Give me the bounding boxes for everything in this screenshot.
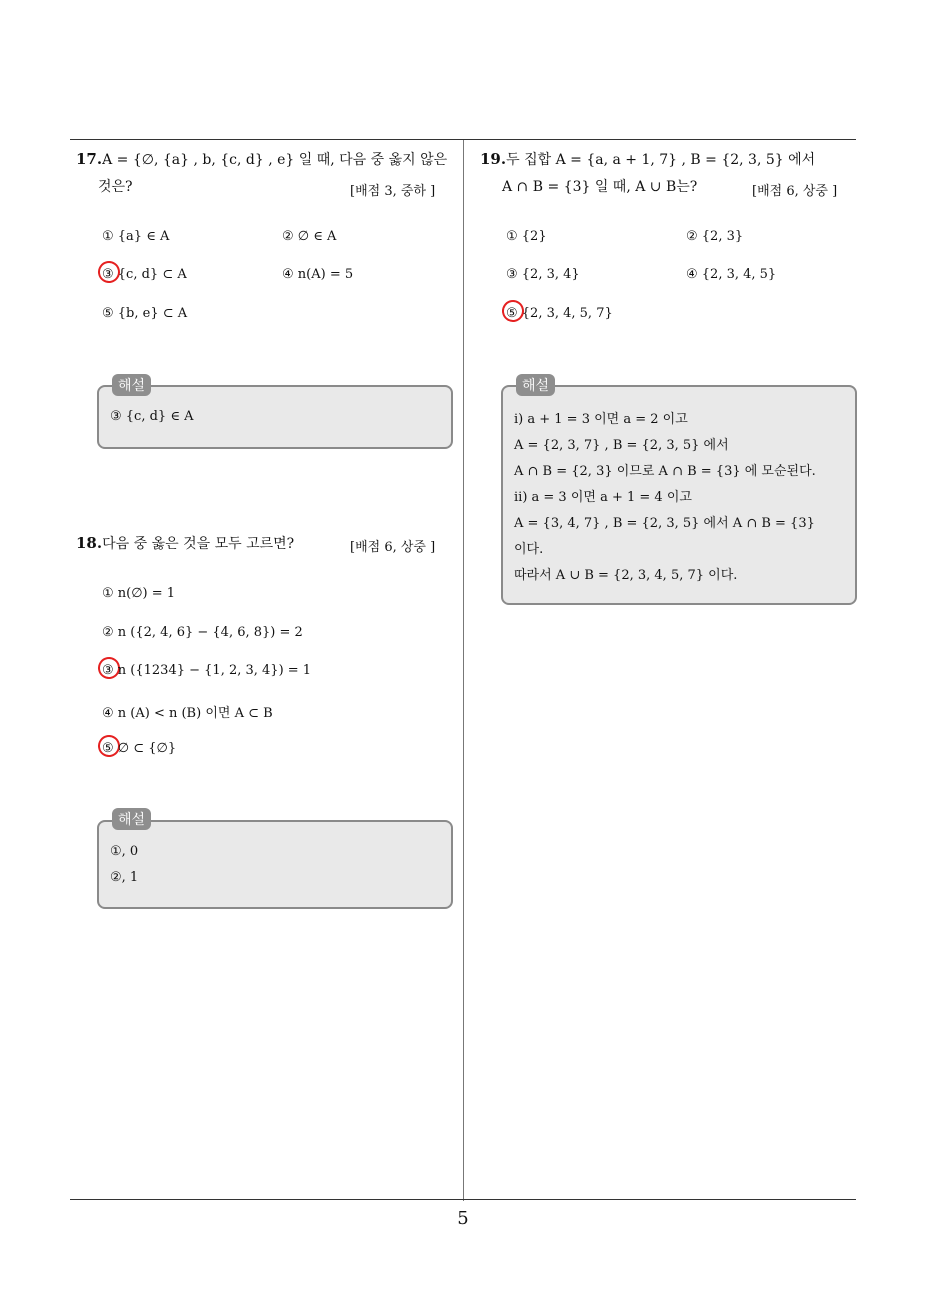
q18-option-1[interactable]: ① n(∅) = 1: [102, 586, 176, 601]
bottom-rule: [70, 1199, 856, 1200]
q19-option-4[interactable]: ④ {2, 3, 4, 5}: [686, 267, 777, 282]
q19-option-1[interactable]: ① {2}: [506, 229, 547, 244]
q17-text-line1: A = {∅, {a} , b, {c, d} , e} 일 때, 다음 중 옳지 않은: [102, 152, 448, 168]
q17-option-3[interactable]: ③ {c, d} ⊂ A: [102, 267, 187, 282]
q19-solution-tag: 해설: [516, 374, 555, 396]
q19-solution-line-4: ⅱ) a = 3 이면 a + 1 = 4 이고: [514, 490, 692, 505]
q18-solution-line-2: ②, 1: [110, 870, 139, 885]
q18-option-2[interactable]: ② n ({2, 4, 6} − {4, 6, 8}) = 2: [102, 625, 303, 640]
q17-option-2[interactable]: ② ∅ ∈ A: [282, 229, 337, 244]
q19-solution-line-1: ⅰ) a + 1 = 3 이면 a = 2 이고: [514, 412, 688, 427]
q17-solution-tag: 해설: [112, 374, 151, 396]
q19-option-5[interactable]: ⑤ {2, 3, 4, 5, 7}: [506, 306, 613, 321]
q17-meta: [배점 3, 중하 ]: [350, 184, 436, 199]
q19-option-2[interactable]: ② {2, 3}: [686, 229, 744, 244]
q18-solution-line-1: ①, 0: [110, 844, 139, 859]
q18-solution-tag: 해설: [112, 808, 151, 830]
q18-meta: [배점 6, 상중 ]: [350, 540, 436, 555]
q19-text-line2: A ∩ B = {3} 일 때, A ∪ B는?: [502, 179, 698, 195]
q17-number: 17.: [76, 150, 103, 168]
q18-text: 다음 중 옳은 것을 모두 고르면?: [102, 536, 295, 552]
q18-header: [76, 530, 294, 557]
q17-option-4[interactable]: ④ n(A) = 5: [282, 267, 354, 282]
q17-solution-line: ③ {c, d} ∈ A: [110, 409, 194, 424]
q19-solution-line-6: 이다.: [514, 542, 544, 557]
q19-number: 19.: [480, 150, 507, 168]
q18-option-5[interactable]: ⑤ ∅ ⊂ {∅}: [102, 741, 177, 756]
page-number: 5: [457, 1208, 469, 1229]
q19-solution-line-5: A = {3, 4, 7} , B = {2, 3, 5} 에서 A ∩ B = {3}: [514, 516, 815, 531]
q18-number: 18.: [76, 534, 103, 552]
column-divider: [463, 140, 464, 1201]
q19-header: [480, 146, 815, 173]
q19-text-line1: 두 집합 A = {a, a + 1, 7} , B = {2, 3, 5} 에서: [506, 152, 816, 168]
q18-solution-box: [97, 820, 453, 909]
q18-option-4[interactable]: ④ n (A) < n (B) 이면 A ⊂ B: [102, 706, 273, 721]
q17-option-5[interactable]: ⑤ {b, e} ⊂ A: [102, 306, 188, 321]
q19-meta: [배점 6, 상중 ]: [752, 184, 838, 199]
q17-text-line2: 것은?: [98, 179, 133, 195]
q17-option-1[interactable]: ① {a} ∈ A: [102, 229, 170, 244]
q19-solution-line-3: A ∩ B = {2, 3} 이므로 A ∩ B = {3} 에 모순된다.: [514, 464, 816, 479]
q19-solution-line-2: A = {2, 3, 7} , B = {2, 3, 5} 에서: [514, 438, 729, 453]
q17-header: [76, 146, 447, 173]
q19-option-3[interactable]: ③ {2, 3, 4}: [506, 267, 580, 282]
q19-solution-line-7: 따라서 A ∪ B = {2, 3, 4, 5, 7} 이다.: [514, 568, 738, 583]
q18-option-3[interactable]: ③ n ({1234} − {1, 2, 3, 4}) = 1: [102, 663, 312, 678]
